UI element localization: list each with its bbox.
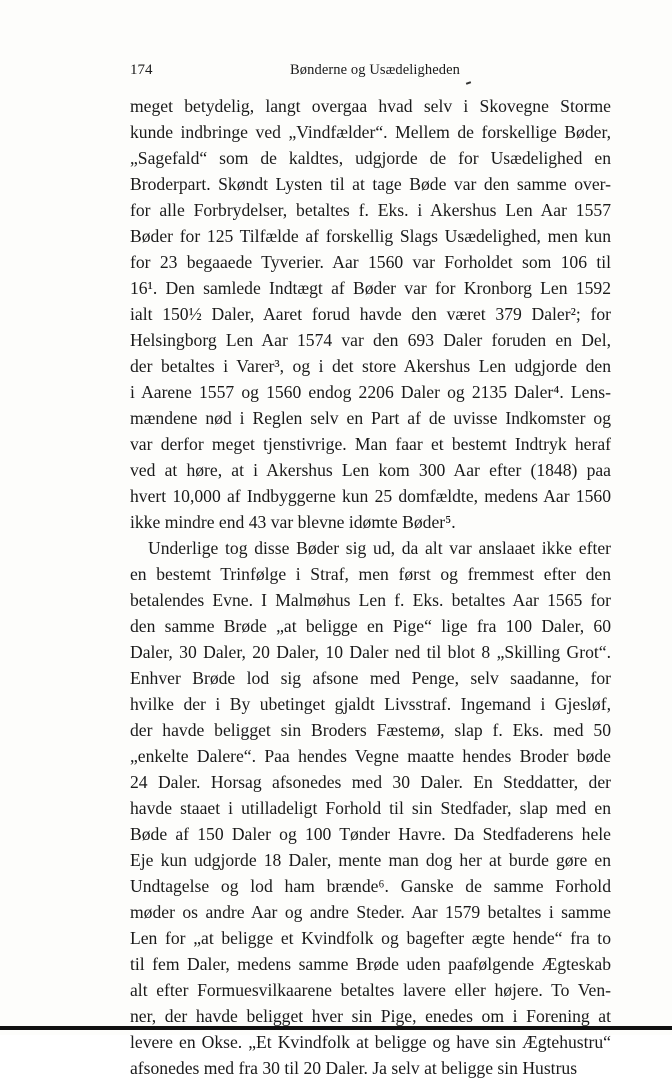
text-line: „Sagefald“ som de kaldtes, udgjorde de for Usædelighed en	[130, 148, 611, 168]
text-line: Bøde af 150 Daler og 100 Tønder Havre. Da Stedfaderens hele	[130, 824, 611, 844]
text-line: Eje kun udgjorde 18 Daler, mente man dog her at burde gøre en	[130, 850, 611, 870]
text-line: ikke mindre end 43 var blevne idømte Bøder⁵.	[130, 512, 456, 532]
text-line: ialt 150½ Daler, Aaret forud havde den været 379 Daler²; for	[130, 304, 611, 324]
text-line: kunde indbringe ved „Vindfælder“. Mellem de forskellige Bøder,	[130, 122, 611, 142]
text-line: ved at høre, at i Akershus Len kom 300 Aar efter (1848) paa	[130, 460, 611, 480]
text-line: havde staaet i utilladeligt Forhold til sin Stedfader, slap med en	[130, 798, 611, 818]
paragraph	[130, 535, 611, 1081]
running-title: Bønderne og Usædeligheden	[290, 62, 461, 78]
text-line: for 23 begaaede Tyverier. Aar 1560 var Forholdet som 106 til	[130, 252, 611, 272]
scan-edge-rule	[0, 1026, 672, 1030]
text-line: i Aarene 1557 og 1560 endog 2206 Daler og 2135 Daler⁴. Lens-	[130, 382, 611, 402]
text-line: meget betydelig, langt overgaa hvad selv i Skovegne Storme	[130, 96, 611, 116]
text-line: ner, der havde beligget hver sin Pige, enedes om i Forening at	[130, 1006, 611, 1026]
text-line: Bøder for 125 Tilfælde af forskellig Slags Usædelighed, men kun	[130, 226, 611, 246]
paragraph	[130, 93, 611, 535]
page-number: 174	[130, 62, 153, 78]
text-line: til fem Daler, medens samme Brøde uden paafølgende Ægteskab	[130, 954, 611, 974]
text-line: den samme Brøde „at beligge en Pige“ lige fra 100 Daler, 60	[130, 616, 611, 636]
text-line: hvert 10,000 af Indbyggerne kun 25 domfældte, medens Aar 1560	[130, 486, 611, 506]
text-line: Enhver Brøde lod sig afsone med Penge, selv saadanne, for	[130, 668, 611, 688]
text-line: var derfor meget tjenstivrige. Man faar et bestemt Indtryk heraf	[130, 434, 611, 454]
body-text	[130, 93, 611, 1081]
text-line: Helsingborg Len Aar 1574 var den 693 Daler foruden en Del,	[130, 330, 611, 350]
text-line: for alle Forbrydelser, betaltes f. Eks. i Akershus Len Aar 1557	[130, 200, 611, 220]
text-line: 24 Daler. Horsag afsonedes med 30 Daler. En Steddatter, der	[130, 772, 611, 792]
text-line: Underlige tog disse Bøder sig ud, da alt var anslaaet ikke efter	[148, 538, 611, 558]
text-line: der betaltes i Varer³, og i det store Akershus Len udgjorde den	[130, 356, 611, 376]
text-line: hvilke der i By ubetinget gjaldt Livsstraf. Ingemand i Gjesløf,	[130, 694, 611, 714]
text-line: mændene nød i Reglen selv en Part af de uvisse Indkomster og	[130, 408, 611, 428]
text-line: „enkelte Dalere“. Paa hendes Vegne maatte hendes Broder bøde	[130, 746, 611, 766]
text-line: Broderpart. Skøndt Lysten til at tage Bøde var den samme over-	[130, 174, 611, 194]
text-line: alt efter Formuesvilkaarene betaltes lavere eller højere. To Ven-	[130, 980, 611, 1000]
text-line: 16¹. Den samlede Indtægt af Bøder var for Kronborg Len 1592	[130, 278, 611, 298]
text-line: levere en Okse. „Et Kvindfolk at beligge og have sin Ægtehustru“	[130, 1032, 611, 1052]
text-line: Undtagelse og lod ham brænde⁶. Ganske de samme Forhold	[130, 876, 611, 896]
text-line: Len for „at beligge et Kvindfolk og bagefter ægte hende“ fra to	[130, 928, 611, 948]
ink-mark	[466, 81, 471, 85]
text-line: betalendes Evne. I Malmøhus Len f. Eks. betaltes Aar 1565 for	[130, 590, 611, 610]
text-line: en bestemt Trinfølge i Straf, men først og fremmest efter den	[130, 564, 611, 584]
text-line: Daler, 30 Daler, 20 Daler, 10 Daler ned til blot 8 „Skilling Grot“.	[130, 642, 611, 662]
text-line: der havde beligget sin Broders Fæstemø, slap f. Eks. med 50	[130, 720, 611, 740]
page-header	[130, 62, 610, 84]
text-line: møder os andre Aar og andre Steder. Aar 1579 betaltes i samme	[130, 902, 611, 922]
text-line: afsonedes med fra 30 til 20 Daler. Ja selv at beligge sin Hustrus	[130, 1058, 578, 1078]
